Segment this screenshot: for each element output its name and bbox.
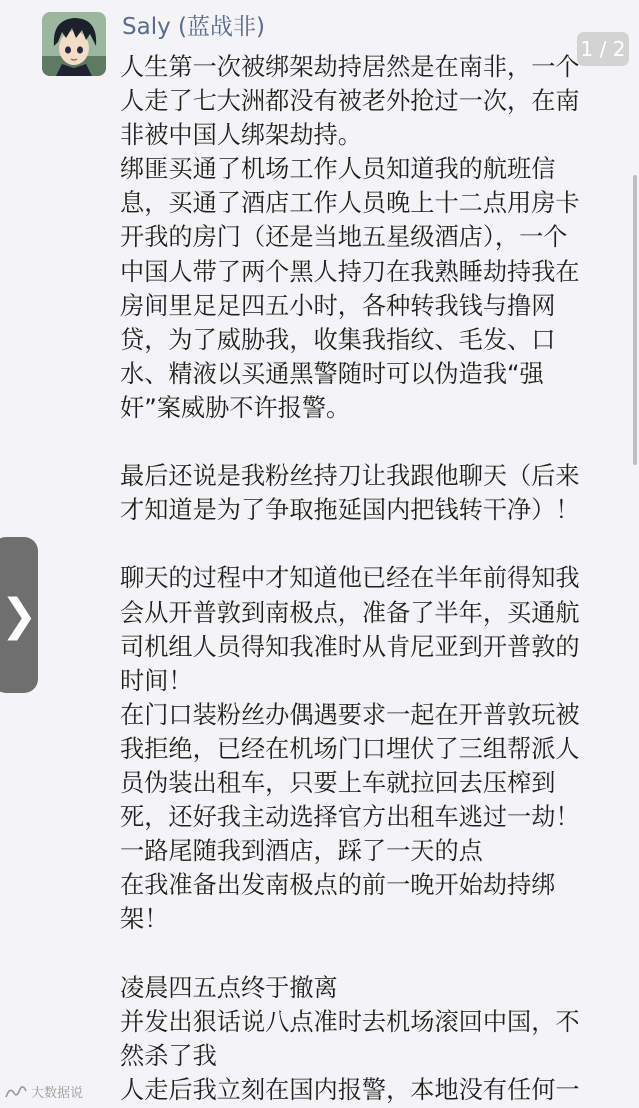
message-line: 在门口装粉丝办偶遇要求一起在开普敦玩被 <box>120 700 580 729</box>
message-line: 水、精液以买通黑警随时可以伪造我“强 <box>120 359 544 388</box>
chevron-right-icon: ❯ <box>0 589 38 641</box>
message-line: 并发出狠话说八点准时去机场滚回中国，不 <box>120 1007 580 1036</box>
message-line: 息，买通了酒店工作人员晚上十二点用房卡 <box>120 189 580 218</box>
scrollbar[interactable] <box>633 175 637 465</box>
watermark-logo-icon <box>4 1084 28 1100</box>
watermark-text: 大数据说 <box>31 1086 84 1101</box>
message-line: 贷，为了威胁我，收集我指纹、毛发、口 <box>120 325 556 354</box>
avatar[interactable] <box>42 12 106 76</box>
message-line: 人走了七大洲都没有被老外抢过一次，在南 <box>120 87 580 116</box>
message-line: 然杀了我 <box>120 1041 217 1070</box>
anime-avatar-icon <box>42 12 106 76</box>
message-line: 最后还说是我粉丝持刀让我跟他聊天（后来 <box>120 462 580 491</box>
message-line: 聊天的过程中才知道他已经在半年前得知我 <box>120 564 580 593</box>
message-line: 司机组人员得知我准时从肯尼亚到开普敦的 <box>120 632 580 661</box>
message-line: 人生第一次被绑架劫持居然是在南非，一个 <box>120 53 580 81</box>
sender-name[interactable]: Saly (蓝战非) <box>122 14 265 40</box>
message-line: 我拒绝，已经在机场门口埋伏了三组帮派人 <box>120 734 580 763</box>
message-line: 会从开普敦到南极点，准备了半年，买通航 <box>120 598 580 627</box>
message-body <box>120 50 625 1107</box>
message-line: 一路尾随我到酒店，踩了一天的点 <box>120 837 483 866</box>
message-line: 才知道是为了争取拖延国内把钱转干净）！ <box>120 496 580 525</box>
message-line: 时间！ <box>120 666 193 695</box>
message-line: 在我准备出发南极点的前一晚开始劫持绑 <box>120 871 556 900</box>
message-line: 架！ <box>120 905 169 934</box>
message-line: 奸”案威胁不许报警。 <box>120 393 351 422</box>
message-line: 凌晨四五点终于撤离 <box>120 973 338 1002</box>
paragraph-gap <box>120 425 625 459</box>
page-indicator: 1 / 2 <box>577 32 629 66</box>
message-line: 死，还好我主动选择官方出租车逃过一劫！ <box>120 803 580 832</box>
message-line: 人走后我立刻在国内报警，本地没有任何一 <box>120 1075 580 1104</box>
message-line: 绑匪买通了机场工作人员知道我的航班信 <box>120 155 556 184</box>
paragraph-gap <box>120 936 625 970</box>
message-line: 员伪装出租车，只要上车就拉回去压榨到 <box>120 768 556 797</box>
message-line: 中国人带了两个黑人持刀在我熟睡劫持我在 <box>120 257 580 286</box>
expand-handle-button[interactable] <box>0 537 38 693</box>
paragraph-gap <box>120 527 625 561</box>
message-line: 房间里足足四五小时，各种转我钱与撸网 <box>120 291 556 320</box>
watermark <box>4 1082 83 1101</box>
message-line: 非被中国人绑架劫持。 <box>120 121 362 150</box>
message-line: 开我的房门（还是当地五星级酒店），一个 <box>120 223 568 252</box>
